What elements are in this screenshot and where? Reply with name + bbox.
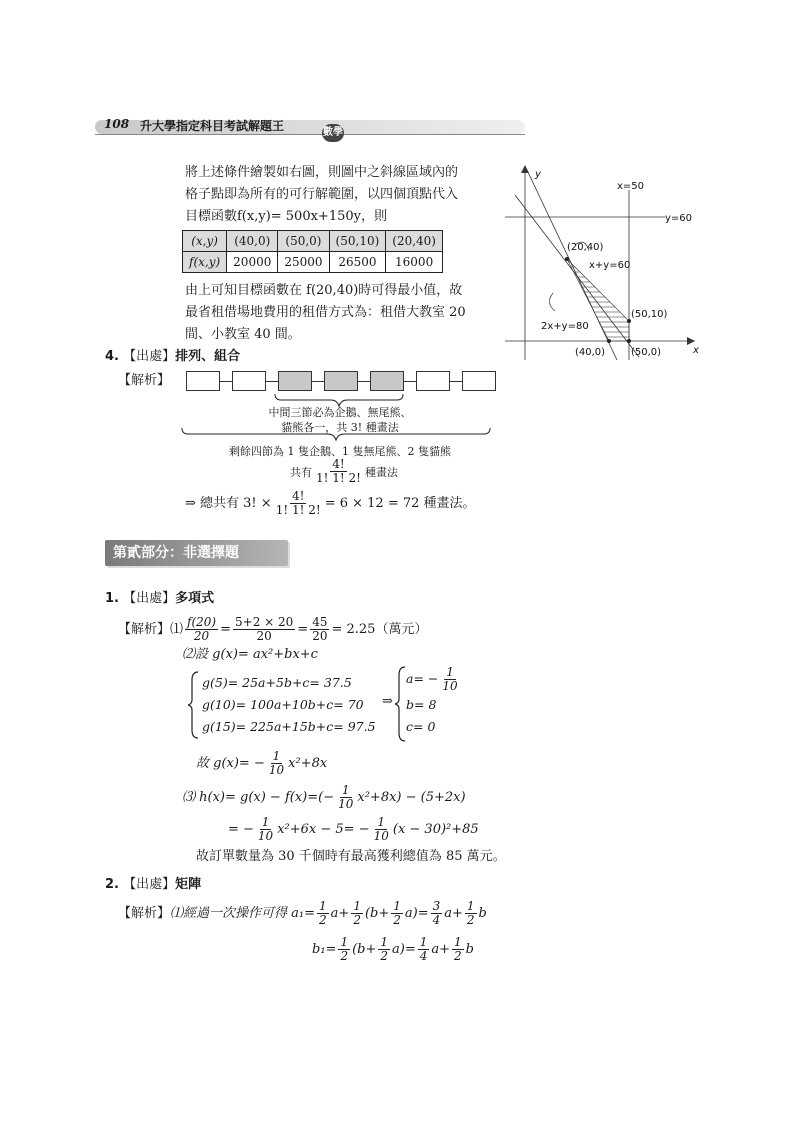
s1-conclusion: 故訂單數量為 30 千個時有最高獲利總值為 85 萬元。 [196, 849, 506, 864]
fraction [267, 750, 286, 777]
fraction [185, 616, 218, 643]
numerator: 1 [454, 935, 462, 949]
g-pre: 故 g(x)= − [196, 755, 265, 771]
value-table [182, 230, 443, 273]
denominator: 10 [268, 763, 285, 777]
l1-d: a+ [444, 905, 463, 921]
s2-source: 矩陣 [175, 877, 202, 892]
p3-line3: 目標函數f(x,y)= 500x+150y，則 [185, 209, 387, 224]
g-result [196, 750, 327, 777]
fraction [317, 900, 329, 927]
q4-source-label: 【出處】 [123, 349, 176, 364]
x-arrow [687, 337, 695, 345]
l2-a: (b+ [352, 941, 377, 957]
res-b: b= 8 [406, 697, 437, 712]
fraction [452, 936, 464, 963]
fraction [372, 816, 391, 843]
brace1-line-a: 中間三節必為企鵝、無尾熊、 [268, 406, 412, 419]
l2-pre: b₁= [312, 941, 337, 957]
l2-c: a+ [431, 941, 451, 957]
label-p2040: (20,40) [567, 242, 604, 253]
h2-post: (x − 30)²+85 [392, 821, 479, 837]
numerator: 1 [377, 815, 386, 829]
brace2-note: 剩餘四節為 1 隻企鵝、1 隻無尾熊、2 隻貓熊 [229, 445, 451, 458]
denominator: 2 [340, 949, 349, 963]
table-cell: (40,0) [227, 231, 278, 252]
denominator: 20 [312, 629, 328, 643]
box [462, 371, 496, 391]
denominator: 20 [256, 629, 272, 643]
denominator: 10 [257, 829, 274, 843]
table-row [183, 231, 443, 252]
vertex-50-0 [627, 339, 631, 343]
fraction [256, 816, 275, 843]
l1-c: a)= [404, 905, 429, 921]
fraction [465, 900, 477, 927]
p3-line2: 格子點即為所有的可行解範圍，以四個頂點代入 [185, 187, 459, 202]
p3-after1: 由上可知目標函數在 f(20,40)時可得最小值，故 [185, 283, 463, 298]
p3-after3: 間、小教室 40 間。 [185, 327, 301, 342]
res-a-pre: a= − [406, 671, 439, 686]
sys-eq1: g(5)= 25a+5b+c= 37.5 [202, 675, 352, 690]
page-number: 108 [104, 117, 130, 131]
vertex-40-0 [607, 339, 611, 343]
fraction [440, 666, 459, 693]
denominator: 2 [454, 949, 462, 963]
h-line2 [228, 816, 479, 843]
numerator: 1 [393, 899, 401, 913]
q4-final [185, 490, 476, 517]
table-cell: 25000 [278, 252, 329, 273]
table-cell: 26500 [329, 252, 386, 273]
box-shaded [278, 371, 312, 391]
q4-heading [105, 346, 240, 368]
p3-line1: 將上述條件繪製如右圖，則圖中之斜線區域內的 [185, 165, 459, 180]
table-cell: 20000 [227, 252, 278, 273]
s1-heading [105, 588, 214, 610]
s1-line1: 【解析】 ⑴ $\frac{f(20)}{20}$ = $\frac{5+2 \times 20}{20}$ = $\frac{45}{20}$ = 2.25（萬元） [118, 615, 428, 643]
box [416, 371, 450, 391]
label-p400: (40,0) [575, 347, 606, 358]
s2-line2 [312, 936, 474, 963]
brace2-total [290, 458, 398, 485]
table-cell: 16000 [386, 252, 443, 273]
numerator: 1 [272, 749, 281, 763]
label-y60: y=60 [665, 213, 693, 224]
s2-heading [105, 874, 201, 896]
final-pre: ⇒ 總共有 3! × [185, 495, 272, 511]
s1-a2: ⑵設 g(x)= ax²+bx+c [182, 647, 318, 662]
fraction [314, 458, 363, 485]
table-row [183, 252, 443, 273]
section-title: 第貳部分：非選擇題 [105, 540, 288, 566]
numerator: 45 [312, 615, 328, 629]
l2-b: a)= [392, 941, 416, 957]
s2-analysis-label: 【解析】 [118, 905, 171, 921]
s2-number: 2. [105, 877, 119, 892]
brace1-note [240, 405, 440, 435]
label-xy60: x+y=60 [589, 260, 631, 271]
denominator: 10 [442, 678, 458, 693]
numerator: 1 [319, 899, 327, 913]
box [186, 371, 220, 391]
total-pre: 共有 [290, 465, 312, 479]
h-pre: ⑶ h(x)= g(x) − f(x)=(− [182, 789, 335, 805]
label-2xy80: 2x+y=80 [541, 321, 589, 332]
res-c: c= 0 [406, 719, 436, 734]
label-x: x [693, 345, 699, 356]
table-cell: (20,40) [386, 231, 443, 252]
fraction [378, 936, 390, 963]
fraction [418, 936, 430, 963]
denominator: 20 [193, 629, 210, 643]
denominator: 2 [380, 949, 389, 963]
label-p500: (50,0) [631, 347, 662, 358]
p3-conclusion [185, 280, 505, 346]
l1-pre: ⑴經過一次操作可得 a₁= [170, 905, 316, 921]
sys-eq3: g(15)= 225a+15b+c= 97.5 [202, 719, 376, 734]
numerator: 5+2 × 20 [235, 615, 294, 629]
feasible-region-graph [505, 165, 705, 375]
s1-source: 多項式 [175, 591, 215, 606]
subject-badge: 數學乙 [322, 124, 344, 142]
numerator: 1 [341, 783, 350, 797]
vertex-20-40 [565, 257, 569, 261]
implies-arrow: ⇒ [382, 694, 393, 709]
fraction [310, 616, 329, 643]
fraction [233, 616, 295, 643]
fraction [391, 900, 403, 927]
g-post: x²+8x [288, 755, 328, 771]
l2-d: b [465, 941, 474, 957]
q4-source: 排列、組合 [175, 349, 241, 364]
numerator: 1 [353, 899, 361, 913]
brace1-line-b: 貓熊各一，共 3! 種畫法 [281, 421, 399, 434]
s2-line1 [118, 900, 487, 927]
table-cell: (x,y) [183, 231, 227, 252]
p3-text [185, 162, 505, 228]
sys-eq2: g(10)= 100a+10b+c= 70 [202, 697, 364, 712]
label-p5010: (50,10) [631, 309, 668, 320]
res-a [406, 664, 462, 694]
numerator: 3 [432, 899, 441, 913]
numerator: f(20) [187, 615, 217, 629]
numerator: 1 [340, 935, 349, 949]
header-rule [95, 134, 525, 135]
denominator: 2 [393, 913, 401, 927]
table-cell: (50,0) [278, 231, 329, 252]
h2-pre: = − [228, 821, 254, 837]
numerator: 1 [419, 935, 428, 949]
numerator: 4! [291, 489, 305, 503]
numerator: 1 [446, 664, 454, 679]
h-post: x²+8x) − (5+2x) [357, 789, 466, 805]
table-cell: f(x,y) [183, 252, 227, 273]
table-cell: (50,10) [329, 231, 386, 252]
label-x50: x=50 [617, 181, 645, 192]
equation-system [202, 672, 376, 738]
s2-source-label: 【出處】 [123, 877, 176, 892]
denominator: 1! 1! 2! [275, 503, 321, 517]
label-y: y [535, 169, 541, 180]
h-line1 [182, 784, 466, 811]
s1-number: 1. [105, 591, 119, 606]
s1-analysis-label: 【解析】 [118, 621, 171, 637]
denominator: 2 [319, 913, 327, 927]
box-shaded [324, 371, 358, 391]
denominator: 10 [338, 797, 354, 811]
denominator: 4 [432, 913, 441, 927]
final-post: = 6 × 12 = 72 種畫法。 [324, 495, 476, 511]
y-arrow [521, 165, 529, 173]
l1-b: (b+ [364, 905, 390, 921]
l1-e: b [478, 905, 487, 921]
q4-analysis-label: 【解析】 [118, 373, 171, 388]
arrow-2xy80 [549, 293, 555, 311]
denominator: 4 [419, 949, 428, 963]
s1-source-label: 【出處】 [123, 591, 176, 606]
total-post: 種畫法 [365, 465, 398, 479]
h2-mid: x²+6x − 5= − [277, 821, 370, 837]
a1-post: = 2.25（萬元） [331, 621, 428, 637]
denominator: 1! 1! 2! [316, 471, 361, 485]
numerator: 1 [380, 935, 389, 949]
fraction [274, 490, 323, 517]
fraction [336, 784, 355, 811]
fraction [351, 900, 363, 927]
p3-after2: 最省租借場地費用的租借方式為：租借大教室 20 [185, 305, 466, 320]
numerator: 4! [332, 457, 345, 471]
result-values [406, 664, 462, 738]
numerator: 1 [466, 899, 475, 913]
denominator: 10 [373, 829, 389, 843]
denominator: 2 [466, 913, 475, 927]
a1-pre: ⑴ [170, 621, 184, 637]
fraction [338, 936, 350, 963]
box-shaded [370, 371, 404, 391]
numerator: 1 [261, 815, 270, 829]
box [232, 371, 266, 391]
q4-number: 4. [105, 349, 119, 364]
denominator: 2 [353, 913, 361, 927]
system-brace [188, 670, 200, 740]
l1-a: a+ [330, 905, 350, 921]
book-title: 升大學指定科目考試解題王 [140, 119, 285, 133]
fraction [431, 900, 443, 927]
train-boxes [186, 371, 496, 391]
